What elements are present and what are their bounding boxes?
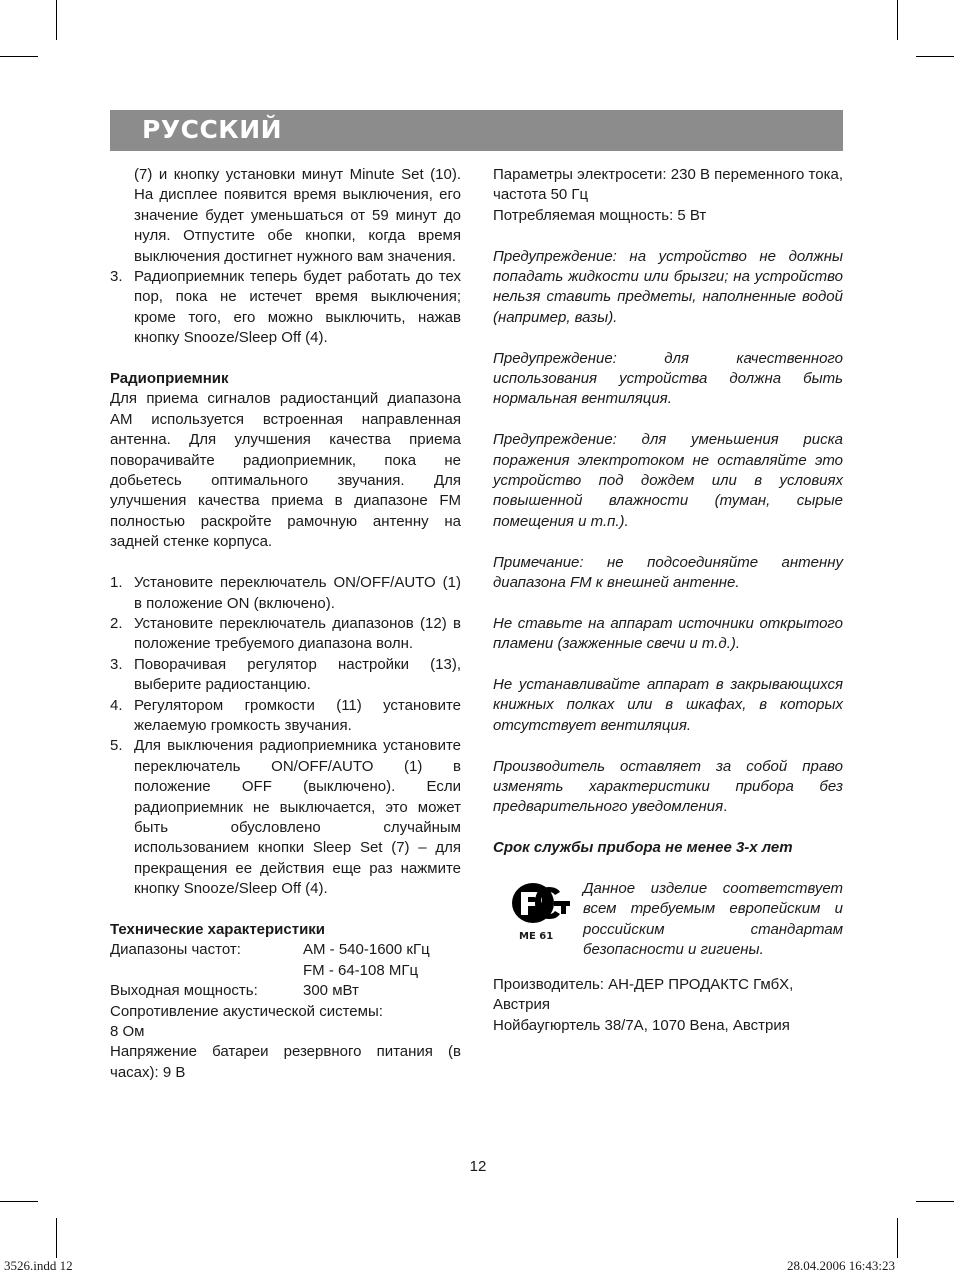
service-life: Срок службы прибора не менее 3-х лет <box>493 839 793 857</box>
page-number: 12 <box>469 1158 487 1175</box>
impedance-label: Сопротивление акустической системы: <box>110 1002 383 1020</box>
crop-mark <box>56 1218 57 1258</box>
specs-heading: Технические характеристики <box>110 920 326 938</box>
certification-text: Данное изделие соответствует всем требуемым европейским и российским стандартам безопасности и гигиены. <box>583 880 843 959</box>
crop-mark <box>916 56 954 57</box>
language-title: РУССКИЙ <box>142 115 283 144</box>
spec-row: Диапазоны частот: AM - 540-1600 кГц <box>110 941 430 959</box>
gost-mark-icon <box>511 881 571 927</box>
antenna-note: Примечание: не подсоединяйте антенну диапазона FM к внешней антенне. <box>493 553 843 592</box>
right-column <box>493 165 843 1036</box>
crop-mark <box>0 1201 38 1202</box>
spec-row: Выходная мощность: 300 мВт <box>110 982 359 1000</box>
list-item: 3. Радиоприемник теперь будет работать до тех пор, пока не истечет время выключения; кроме того, его можно выключить, нажав кнопку Snooze/Sleep Off (4). <box>110 268 461 347</box>
shelf-warning: Не устанавливайте аппарат в закрывающихся книжных полках или в шкафах, в которых отсутствует вентиляция. <box>493 676 843 734</box>
crop-mark <box>897 1218 898 1258</box>
list-item: 3. Поворачивая регулятор настройки (13), выберите радиостанцию. <box>110 655 461 694</box>
intro-continuation: (7) и кнопку установки минут Minute Set (10). На дисплее появится время выключения, его значение будет уменьшаться от 59 минут до нуля. Отпустите обе кнопки, когда время выключения достигнет нужного вам значения. <box>134 166 461 265</box>
radio-paragraph: Для приема сигналов радиостанций диапазона AM используется встроенная направленная антенна. Для улучшения качества приема поворачивайте радиоприемник, пока не добьетесь оптимального звучания. Для улучшения качества приема в диапазоне FM полностью раскройте рамочную антенну на задней стенке корпуса. <box>110 390 461 551</box>
crop-mark <box>0 56 38 57</box>
mains-text: Параметры электросети: 230 В переменного тока, частота 50 Гц <box>493 166 843 204</box>
rights-notice: Производитель оставляет за собой право изменять характеристики прибора без предварительного уведомления. <box>493 757 843 816</box>
radio-heading: Радиоприемник <box>110 370 229 388</box>
cert-code: ME 61 <box>519 931 554 943</box>
warning-liquids: Предупреждение: на устройство не должны попадать жидкости или брызги; на устройство нельзя ставить предметы, наполненные водой (например, вазы). <box>493 247 843 326</box>
list-item: 1. Установите переключатель ON/OFF/AUTO (1) в положение ON (включено). <box>110 574 461 612</box>
manufacturer: Производитель: АН-ДЕР ПРОДАКТС ГмбХ, Австрия <box>493 976 794 1014</box>
sleep-steps-list <box>110 267 461 349</box>
gost-certification-icon <box>493 879 583 961</box>
manufacturer-address: Нойбаугюртель 38/7А, 1070 Вена, Австрия <box>493 1016 790 1034</box>
crop-mark <box>916 1201 954 1202</box>
left-column <box>110 165 461 1083</box>
date-slug: 28.04.2006 16:43:23 <box>787 1258 895 1273</box>
language-header-bar <box>110 110 843 151</box>
battery-text: Напряжение батареи резервного питания (в часах): 9 В <box>110 1043 461 1081</box>
crop-mark <box>56 0 57 40</box>
file-slug: 3526.indd 12 <box>4 1258 73 1273</box>
warning-ventilation: Предупреждение: для качественного использования устройства должна быть нормальная вентиляция. <box>493 349 843 408</box>
spec-row: FM - 64-108 МГц <box>303 961 419 979</box>
radio-steps-list <box>110 573 461 900</box>
crop-mark <box>897 0 898 40</box>
list-item: 4. Регулятором громкости (11) установите желаемую громкость звучания. <box>110 696 461 734</box>
list-item: 5. Для выключения радиоприемника установите переключатель ON/OFF/AUTO (1) в положение OFF (выключено). Если радиоприемник не выключается, это может быть обусловлено случайным использованием кнопки Sleep Set (7) – для прекращения ее действия еще раз нажмите кнопку Snooze/Sleep Off (4). <box>110 737 461 898</box>
flame-warning: Не ставьте на аппарат источники открытого пламени (зажженные свечи и т.д.). <box>493 614 843 653</box>
list-item: 2. Установите переключатель диапазонов (12) в положение требуемого диапазона волн. <box>110 614 461 653</box>
impedance-value: 8 Ом <box>110 1023 145 1041</box>
consumption-text: Потребляемая мощность: 5 Вт <box>493 206 707 224</box>
warning-electric-shock: Предупреждение: для уменьшения риска поражения электротоком не оставляйте это устройство под дождем или в условиях повышенной влажности (туман, сырые помещения и т.п.). <box>493 431 843 530</box>
certification-block <box>493 879 843 961</box>
